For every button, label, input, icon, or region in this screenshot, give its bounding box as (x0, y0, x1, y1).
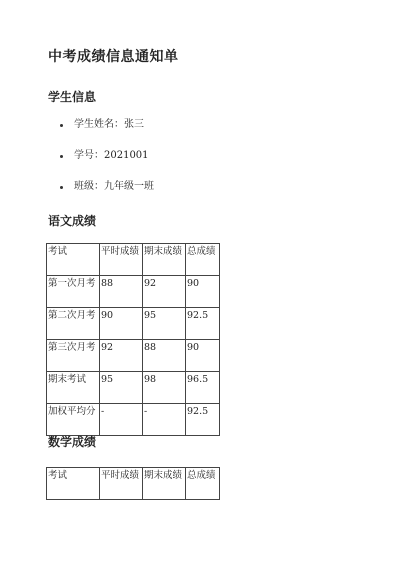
table-row (47, 276, 220, 308)
header-cell-regular: 平时成绩 (100, 244, 143, 276)
table-cell: 加权平均分 (47, 404, 100, 436)
chinese-scores-heading: 语文成绩 (48, 214, 97, 228)
bullet-icon (60, 155, 63, 158)
table-cell: 95 (100, 372, 143, 404)
student-name-item (48, 118, 154, 149)
math-scores-table (46, 467, 220, 500)
table-cell: 92 (143, 276, 186, 308)
table-cell: 期末考试 (47, 372, 100, 404)
table-row (47, 372, 220, 404)
table-cell: 90 (186, 340, 220, 372)
table-header-row (47, 244, 220, 276)
table-cell: 第二次月考 (47, 308, 100, 340)
table-cell: 92.5 (186, 404, 220, 436)
header-cell-final: 期末成绩 (143, 244, 186, 276)
table-cell: 98 (143, 372, 186, 404)
table-cell: 88 (100, 276, 143, 308)
table-cell: 第一次月考 (47, 276, 100, 308)
header-cell-final: 期末成绩 (143, 468, 186, 500)
header-cell-regular: 平时成绩 (100, 468, 143, 500)
table-cell: - (143, 404, 186, 436)
table-cell: - (100, 404, 143, 436)
student-info-heading: 学生信息 (48, 90, 97, 104)
header-cell-total: 总成绩 (186, 244, 220, 276)
table-header-row (47, 468, 220, 500)
table-cell: 88 (143, 340, 186, 372)
table-cell: 90 (100, 308, 143, 340)
bullet-icon (60, 186, 63, 189)
student-id-text: 学号：2021001 (74, 150, 149, 161)
header-cell-total: 总成绩 (186, 468, 220, 500)
header-cell-exam: 考试 (47, 468, 100, 500)
table-cell: 92.5 (186, 308, 220, 340)
chinese-scores-table (46, 243, 220, 436)
table-row (47, 308, 220, 340)
table-cell: 95 (143, 308, 186, 340)
table-row (47, 340, 220, 372)
table-row (47, 404, 220, 436)
student-class-item (48, 180, 154, 211)
math-scores-heading: 数学成绩 (48, 435, 97, 449)
student-id-item (48, 149, 154, 180)
student-info-list (48, 118, 154, 211)
table-cell: 第三次月考 (47, 340, 100, 372)
student-class-text: 班级：九年级一班 (74, 181, 154, 192)
student-name-text: 学生姓名：张三 (74, 119, 144, 130)
bullet-icon (60, 124, 63, 127)
header-cell-exam: 考试 (47, 244, 100, 276)
table-cell: 92 (100, 340, 143, 372)
document-title: 中考成绩信息通知单 (48, 49, 179, 65)
table-cell: 90 (186, 276, 220, 308)
table-cell: 96.5 (186, 372, 220, 404)
